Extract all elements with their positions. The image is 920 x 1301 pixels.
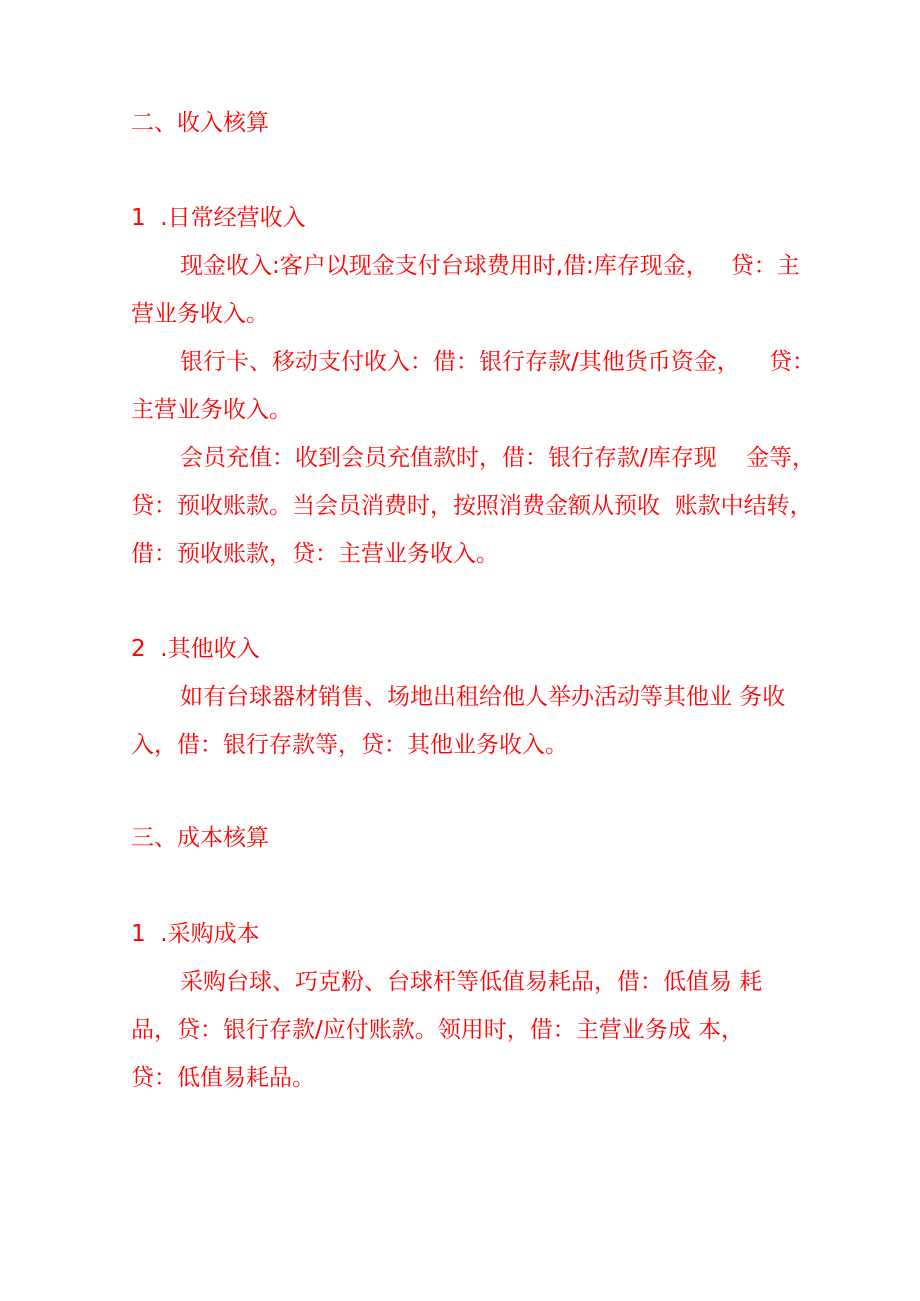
paragraph-line: 品，贷：银行存款/应付账款。领用时，借：主营业务成 本， [131,1017,745,1043]
paragraph-line: 贷：预收账款。当会员消费时，按照消费金额从预收 账款中结转， [131,493,813,519]
paragraph-line: 会员充值：收到会员充值款时，借：银行存款/库存现 金等， [180,445,815,471]
subheading-purchase-cost: 1 .采购成本 [131,921,260,947]
paragraph-line: 贷：低值易耗品。 [131,1065,315,1091]
subheading-other-income: 2 .其他收入 [131,636,260,662]
paragraph-line: 银行卡、移动支付收入：借：银行存款/其他货币资金， 贷： [180,349,815,375]
paragraph-line: 采购台球、巧克粉、台球杆等低值易耗品，借：低值易 耗 [180,969,763,995]
paragraph-line: 营业务收入。 [131,301,269,327]
paragraph-line: 如有台球器材销售、场地出租给他人举办活动等其他业 务收 [180,684,786,710]
subheading-daily-revenue: 1 .日常经营收入 [131,205,306,231]
paragraph-line: 借：预收账款，贷：主营业务收入。 [131,541,499,567]
section-heading-income: 二、收入核算 [131,110,269,136]
paragraph-line: 入，借：银行存款等，贷：其他业务收入。 [131,732,568,758]
paragraph-line: 现金收入:客户以现金支付台球费用时,借:库存现金， 贷：主 [180,253,800,279]
paragraph-line: 主营业务收入。 [131,397,292,423]
section-heading-cost: 三、成本核算 [131,825,269,851]
